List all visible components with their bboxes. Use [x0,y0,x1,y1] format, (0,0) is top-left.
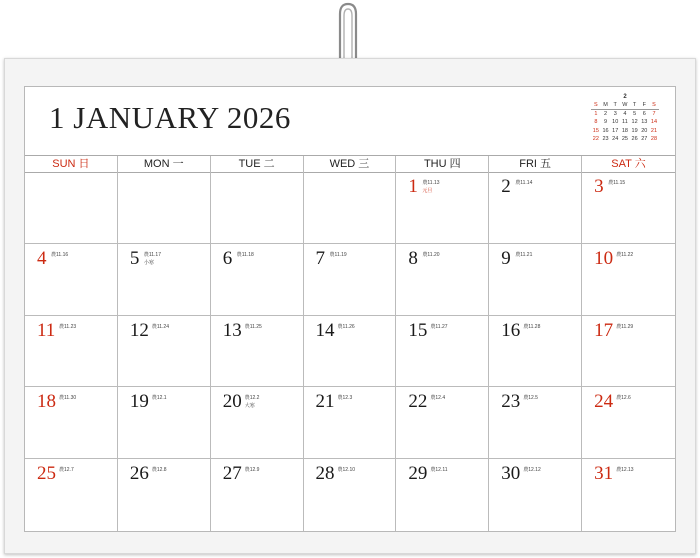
day-number: 15 [408,319,428,341]
mini-calendar-week [591,135,659,143]
lunar-date: 農11.15 [608,180,626,186]
mini-weekday: T [630,101,640,110]
weekday-header [25,155,675,173]
month-grid [25,172,675,531]
day-cell [211,316,304,387]
day-cell [396,387,489,458]
day-number: 7 [315,247,326,269]
day-number: 17 [594,319,614,341]
day-number: 11 [37,319,56,341]
week-row [25,172,675,244]
mini-calendar-day: 16 [602,127,609,134]
day-number: 20 [222,391,242,413]
day-cell [25,316,118,387]
day-cell [118,387,211,458]
lunar-date: 農11.21 [515,251,533,258]
day-cell [211,387,304,458]
lunar-date: 農11.29 [616,323,634,330]
day-cell [25,387,118,458]
lunar-date: 農12.13 [616,467,634,474]
lunar-date: 農12.4 [430,395,446,402]
weekday-wed: WED 三 [304,156,397,172]
mini-weekday: S [591,101,601,110]
lunar-date: 農11.25 [244,323,262,330]
mini-calendar-day: 12 [631,119,638,126]
mini-calendar-day: 15 [592,127,599,134]
mini-calendar-day: 7 [652,111,656,118]
day-number: 28 [315,463,335,485]
lunar-date: 農11.23 [59,323,77,330]
day-cell [582,316,675,387]
day-cell [396,316,489,387]
week-row [25,316,675,388]
day-cell [396,244,489,315]
day-number: 5 [129,247,140,269]
weekday-sat: SAT 六 [611,158,646,170]
day-number: 2 [501,176,511,197]
mini-weekday: S [649,101,659,110]
mini-calendar-day: 22 [592,135,599,142]
lunar-date: 農11.17 [143,251,161,258]
lunar-date: 農12.7 [59,467,74,474]
day-number: 14 [315,319,335,341]
lunar-date: 農11.18 [236,251,254,258]
mini-calendar-day: 6 [642,111,646,118]
lunar-date: 農12.2 [244,395,260,402]
mini-calendar-day: 3 [613,111,617,118]
lunar-date: 農11.28 [523,323,541,330]
day-number: 27 [222,463,242,485]
day-cell [582,387,675,458]
day-cell [304,459,397,531]
mini-calendar-day: 19 [631,127,638,134]
lunar-date: 農12.12 [523,467,541,474]
mini-calendar-day: 11 [622,119,628,126]
day-number: 29 [408,463,428,485]
mini-calendar-header [591,101,659,110]
mini-calendar-day: 18 [621,127,628,134]
mini-calendar-day: 26 [631,135,638,142]
mini-calendar-day: 14 [650,119,658,126]
day-number: 19 [129,391,149,413]
mini-calendar-day: 28 [650,135,658,142]
day-cell [489,172,582,243]
day-cell [25,244,118,315]
day-cell [396,459,489,531]
day-cell [582,459,675,531]
mini-calendar-day: 20 [641,127,648,134]
hanging-clip [334,2,362,64]
day-cell [211,459,304,531]
lunar-date: 農11.13 [422,180,440,186]
mini-weekday: T [610,101,620,110]
lunar-date: 農11.30 [59,395,77,402]
mini-calendar-day: 25 [621,135,628,142]
lunar-date: 農12.8 [151,467,167,474]
calendar-sheet [24,86,676,532]
day-number: 30 [501,463,521,485]
day-note: 小寒 [143,259,154,266]
day-number: 16 [501,319,521,341]
week-row [25,244,675,316]
calendar-title: 1 JANUARY 2026 [49,100,291,135]
day-cell [304,316,397,387]
lunar-date: 農11.14 [515,180,533,186]
mini-calendar-day: 4 [623,111,627,118]
day-cell [582,172,675,243]
lunar-date: 農12.5 [523,395,538,402]
day-cell [489,316,582,387]
day-cell [489,244,582,315]
day-cell [304,172,397,243]
mini-calendar-day: 2 [604,111,608,118]
weekday-tue: TUE 二 [211,156,304,172]
day-number: 4 [37,247,47,269]
day-cell [118,172,211,243]
day-number: 24 [594,391,614,413]
mini-calendar-day: 17 [612,127,619,134]
mini-weekday: W [620,101,630,110]
lunar-date: 農11.27 [430,323,448,330]
mini-calendar-day: 21 [650,127,658,134]
day-cell [489,387,582,458]
mini-calendar-days [591,110,659,143]
day-number: 23 [501,391,521,413]
lunar-date: 農11.20 [422,251,440,258]
week-row [25,387,675,459]
day-cell [582,244,675,315]
mini-calendar-day: 1 [594,111,598,118]
mini-calendar-day: 27 [641,135,648,142]
day-cell [118,459,211,531]
lunar-date: 農12.1 [151,395,167,402]
mini-weekday: M [601,101,611,110]
day-cell [396,172,489,243]
day-number: 21 [315,391,335,413]
day-note: 大寒 [244,403,255,410]
mini-calendar-day: 9 [604,119,608,126]
lunar-date: 農11.19 [329,251,347,258]
lunar-date: 農12.6 [616,395,631,402]
day-cell [304,387,397,458]
mini-calendar-week [591,127,659,135]
day-number: 3 [594,176,604,197]
day-number: 18 [37,391,56,413]
weekday-fri: FRI 五 [489,156,582,172]
day-number: 8 [408,247,418,269]
mini-calendar-day: 5 [633,111,637,118]
lunar-date: 農11.24 [151,323,169,330]
day-number: 9 [501,247,511,269]
day-cell [211,172,304,243]
day-cell [304,244,397,315]
mini-calendar-week [591,110,659,118]
lunar-date: 農12.3 [337,395,353,402]
lunar-date: 農11.26 [337,323,355,330]
day-note: 元旦 [422,188,433,194]
weekday-sun: SUN 日 [25,156,118,172]
day-number: 10 [594,247,614,269]
lunar-date: 農12.11 [430,467,448,474]
day-number: 25 [37,463,56,485]
weekday-mon: MON 一 [118,156,211,172]
day-cell [118,316,211,387]
day-cell [25,172,118,243]
day-cell [211,244,304,315]
weekday-thu: THU 四 [396,156,489,172]
day-number: 22 [408,391,428,413]
day-cell [489,459,582,531]
day-number: 1 [408,176,418,197]
week-row [25,459,675,531]
day-number: 31 [594,463,614,485]
day-number: 26 [129,463,149,485]
day-number: 13 [222,319,242,341]
mini-calendar-day: 24 [612,135,619,142]
mini-calendar-day: 8 [594,119,598,126]
day-number: 12 [129,319,149,341]
lunar-date: 農12.9 [244,467,260,474]
mini-calendar-day: 23 [602,135,609,142]
lunar-date: 農11.22 [616,251,634,258]
day-cell [25,459,118,531]
mini-calendar-day: 10 [612,119,619,126]
lunar-date: 農12.10 [337,467,356,474]
day-cell [118,244,211,315]
mini-calendar-week [591,118,659,126]
mini-weekday: F [639,101,649,110]
mini-calendar-next-month [591,93,659,143]
mini-calendar-day: 13 [641,119,648,126]
day-number: 6 [222,247,233,269]
lunar-date: 農11.16 [51,251,69,258]
mini-calendar-month: 2 [623,94,627,100]
